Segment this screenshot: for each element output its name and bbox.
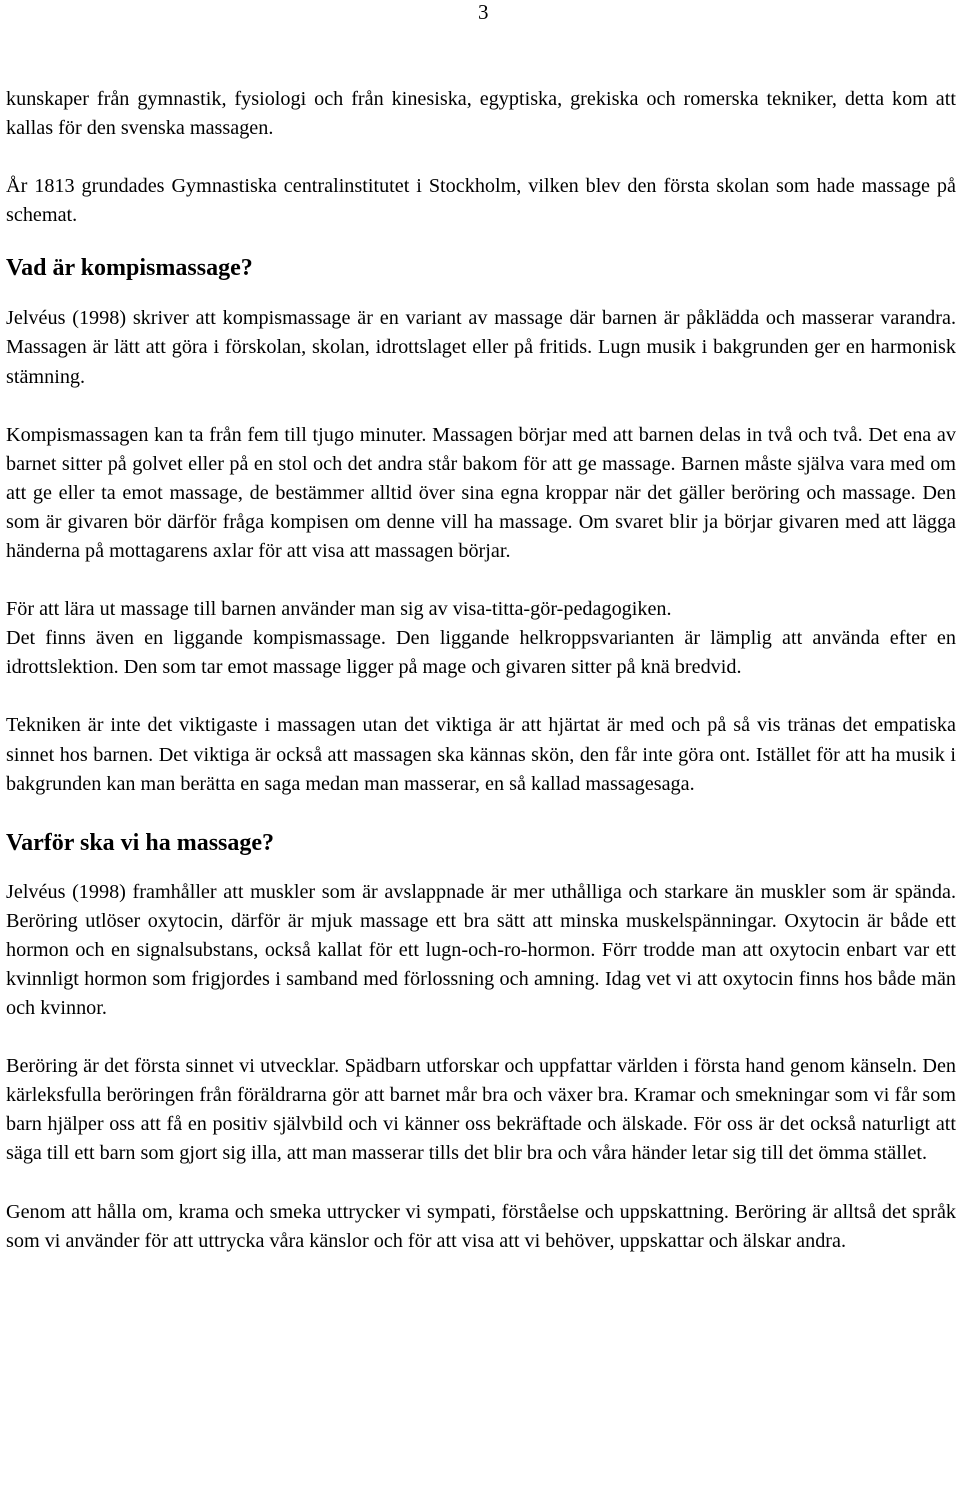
- paragraph-massage-history: kunskaper från gymnastik, fysiologi och från kinesiska, egyptiska, grekiska och romerska tekniker, detta kom att kallas för den svenska massagen.: [6, 88, 956, 140]
- heading-vad-ar-kompismassage: Vad är kompismassage?: [6, 255, 253, 282]
- paragraph-jelveus-kompismassage: Jelvéus (1998) skriver att kompismassage är en variant av massage där barnen är påklädda och masserar varandra. Massagen är lätt att göra i förskolan, skolan, idrottslaget eller på fritids. Lugn musik i bakgrunden ger en harmonisk stämning.: [6, 307, 956, 388]
- document-body: [6, 85, 956, 1256]
- paragraph-visa-titta-gor: För att lära ut massage till barnen använder man sig av visa-titta-gör-pedagogiken.: [6, 598, 672, 621]
- paragraph-gci-1813: År 1813 grundades Gymnastiska centralinstitutet i Stockholm, vilken blev den första skolan som hade massage på schemat.: [6, 175, 956, 227]
- paragraph-kompismassage-duration: Kompismassagen kan ta från fem till tjugo minuter. Massagen börjar med att barnen delas in två och två. Det ena av barnet sitter på golvet eller på en stol och det andra står bakom för att ge massage. Barnen måste själva vara med om att ge eller ta emot massage, de bestämmer alltid över sina egna kroppar när det gäller beröring och massage. Den som är givaren bör därför fråga kompisen om denne vill ha massage. Om svaret blir ja börjar givaren med att lägga händerna på mottagarens axlar för att visa att massagen börjar.: [6, 423, 956, 563]
- paragraph-liggande-kompismassage: Det finns även en liggande kompismassage. Den liggande helkroppsvarianten är lämplig att använda efter en idrottslektion. Den som tar emot massage ligger på mage och givaren sitter på knä bredvid.: [6, 627, 956, 679]
- paragraph-beroring-forsta-sinnet: Beröring är det första sinnet vi utvecklar. Spädbarn utforskar och uppfattar världen i första hand genom känseln. Den kärleksfulla beröringen från föräldrarna gör att barnet mår bra och växer bra. Kramar och smekningar som vi får som barn hjälper oss att få en positiv självbild och vi känner oss bekräftade och älskade. För oss är det också naturligt att säga till ett barn som gjort sig illa, att man masserar tills det blir bra och våra händer letar sig till det ömma stället.: [6, 1055, 956, 1165]
- paragraph-tekniken: Tekniken är inte det viktigaste i massagen utan det viktiga är att hjärtat är med och på så vis tränas det empatiska sinnet hos barnen. Det viktiga är också att massagen ska kännas skön, den får inte göra ont. Istället för att ha musik i bakgrunden kan man berätta en saga medan man masserar, en så kallad massagesaga.: [6, 714, 956, 795]
- paragraph-oxytocin: Jelvéus (1998) framhåller att muskler som är avslappnade är mer uthålliga och starkare än muskler som är spända. Beröring utlöser oxytocin, därför är mjuk massage ett bra sätt att minska muskelspänningar. Oxytocin är både ett hormon och en signalsubstans, också kallat för ett lugn-och-ro-hormon. Förr trodde man att oxytocin enbart var ett kvinnligt hormon som frigjordes i samband med förlossning och amning. Idag vet vi att oxytocin finns hos både män och kvinnor.: [6, 880, 956, 1020]
- heading-varfor-massage: Varför ska vi ha massage?: [6, 829, 275, 856]
- page-number: 3: [478, 0, 489, 24]
- paragraph-beroring-sprak: Genom att hålla om, krama och smeka uttrycker vi sympati, förståelse och uppskattning. Beröring är alltså det språk som vi använder för att uttrycka våra känslor och för att visa att vi behöver, uppskattar och älskar andra.: [6, 1200, 956, 1252]
